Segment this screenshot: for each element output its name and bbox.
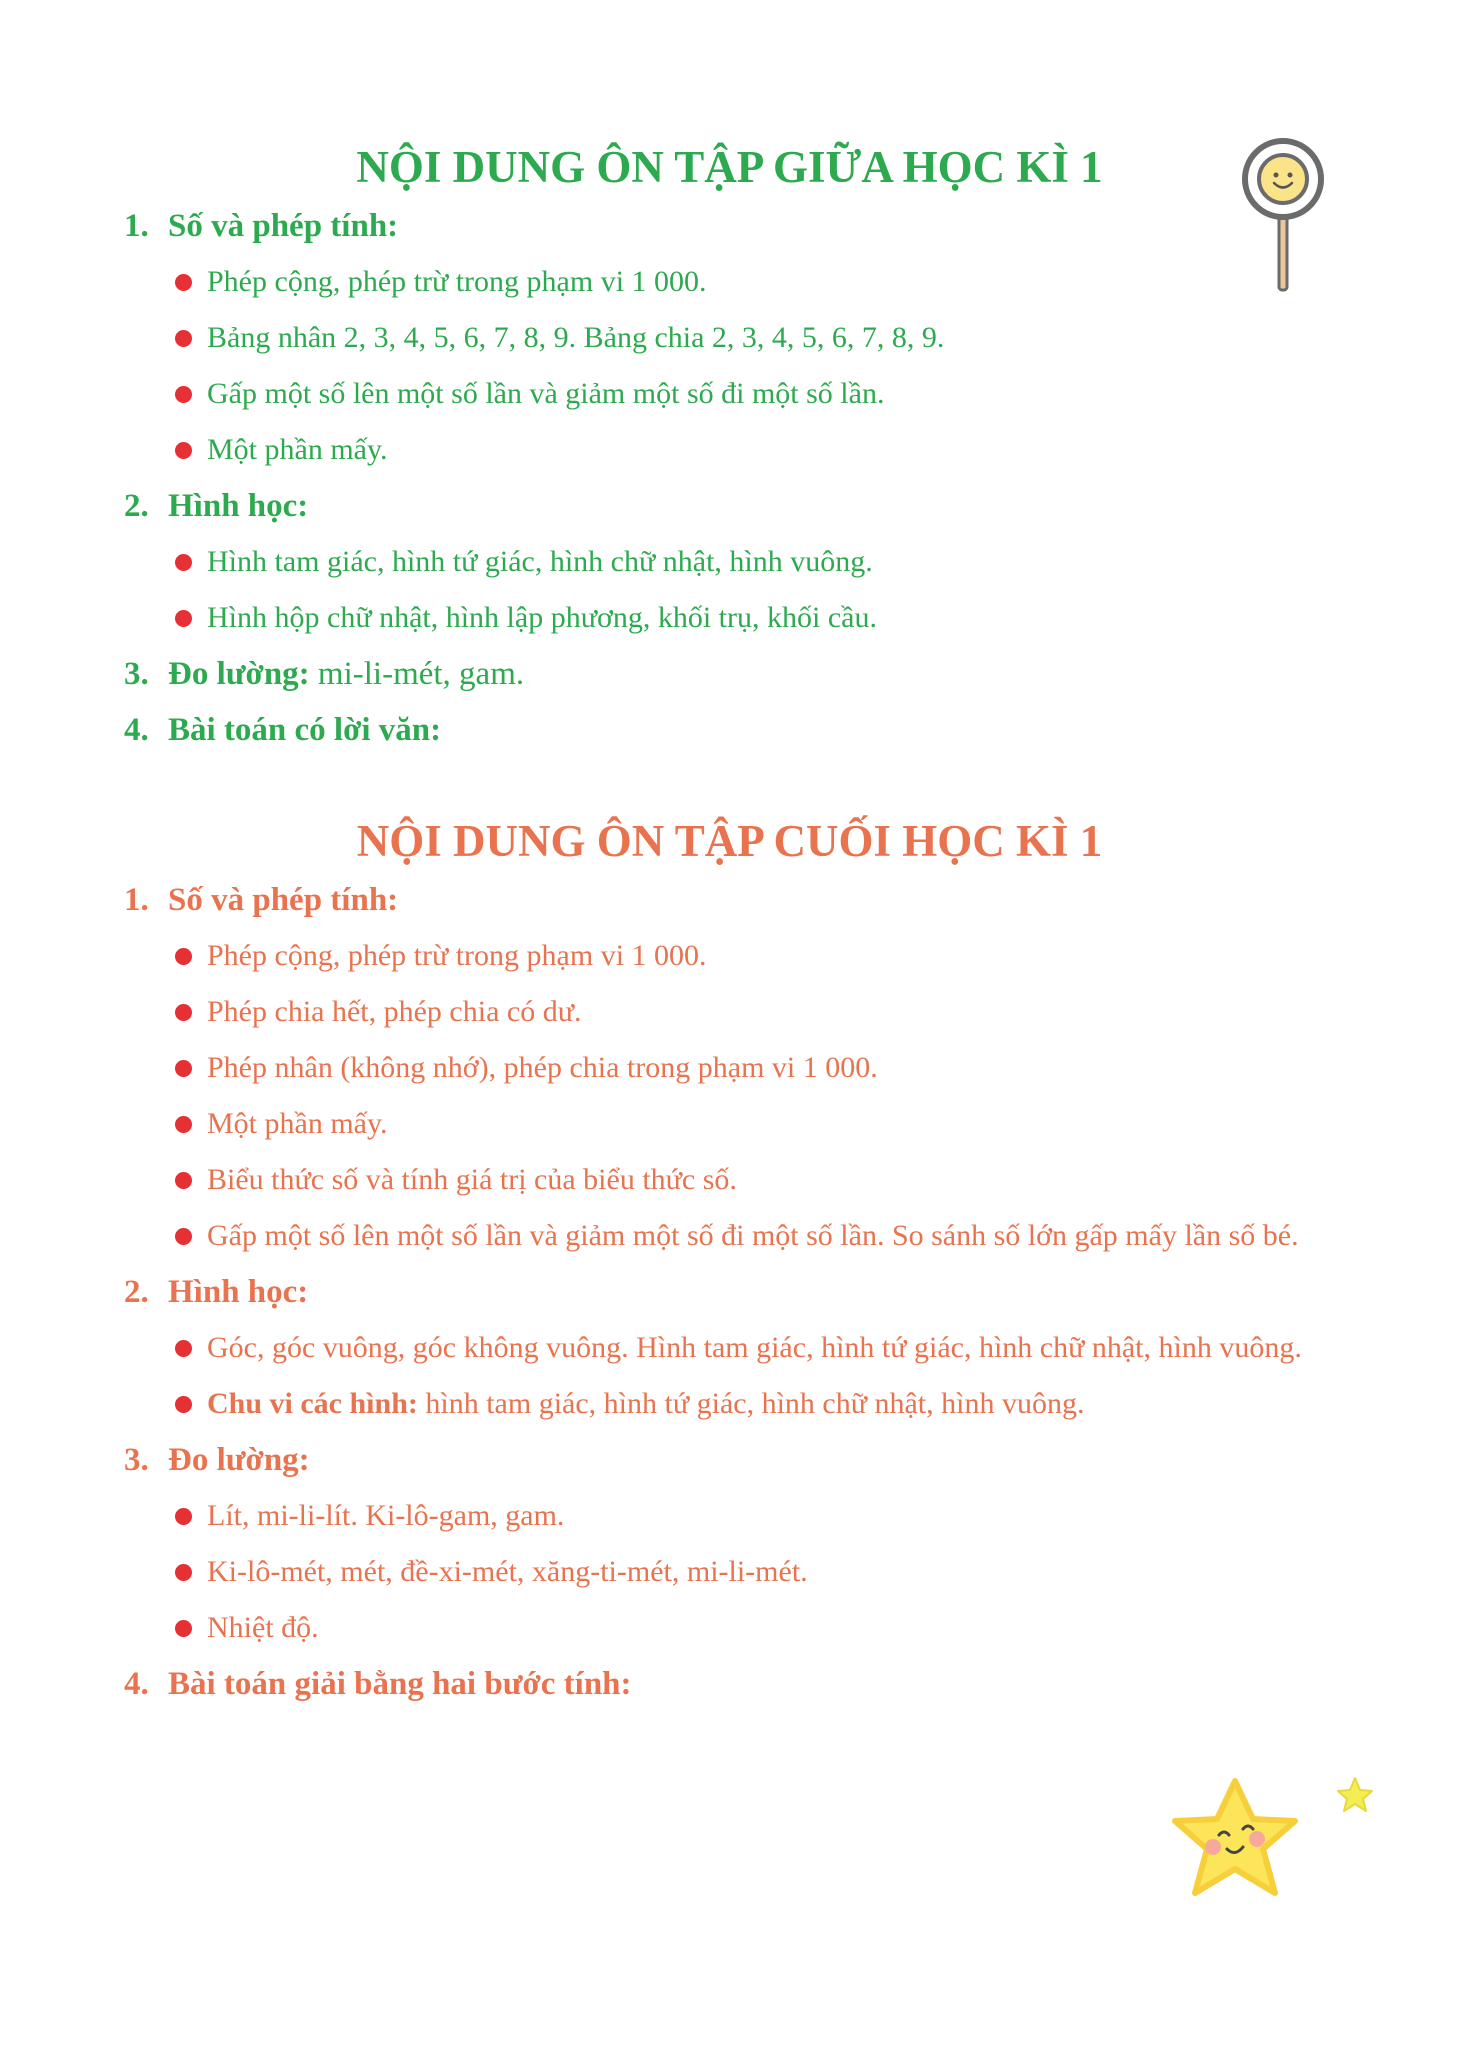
item-text: hình tam giác, hình tứ giác, hình chữ nhật, hình vuông.: [417, 1387, 1085, 1420]
item-text: Phép cộng, phép trừ trong phạm vi 1 000.: [207, 939, 707, 972]
item-text: Biểu thức số và tính giá trị của biểu thức số.: [207, 1163, 737, 1196]
mid-heading-word-problems: [124, 702, 1459, 758]
bullet-icon: [175, 330, 192, 347]
end-heading-geometry: [124, 1264, 1459, 1320]
list-item: [207, 1208, 1459, 1264]
smiling-star-icon: [1165, 1775, 1305, 1905]
list-item: [207, 1152, 1459, 1208]
item-text: Phép chia hết, phép chia có dư.: [207, 995, 582, 1028]
small-star-icon: [1335, 1775, 1375, 1815]
end-heading-numbers: [124, 872, 1459, 928]
list-item: [207, 590, 1459, 646]
heading-text: Đo lường:: [168, 1442, 310, 1478]
item-text: Lít, mi-li-lít. Ki-lô-gam, gam.: [207, 1499, 565, 1532]
list-item: [207, 1600, 1459, 1656]
item-text: Một phần mấy.: [207, 433, 388, 466]
item-text: Phép cộng, phép trừ trong phạm vi 1 000.: [207, 265, 707, 298]
bullet-icon: [175, 1564, 192, 1581]
heading-number: 3.: [124, 656, 149, 692]
mid-heading-measurement: [124, 646, 1459, 702]
bullet-icon: [175, 386, 192, 403]
end-term-section: [0, 810, 1459, 1712]
list-item: [207, 1544, 1459, 1600]
heading-text: Hình học:: [168, 488, 309, 524]
bullet-icon: [175, 1228, 192, 1245]
end-term-title: NỘI DUNG ÔN TẬP CUỐI HỌC KÌ 1: [356, 816, 1103, 866]
bullet-icon: [175, 610, 192, 627]
item-lead: Chu vi các hình:: [207, 1387, 418, 1420]
list-item: [207, 1040, 1459, 1096]
heading-number: 2.: [124, 488, 149, 524]
item-text: Góc, góc vuông, góc không vuông. Hình tam giác, hình tứ giác, hình chữ nhật, hình vuông.: [207, 1331, 1302, 1364]
bullet-icon: [175, 1620, 192, 1637]
bullet-icon: [175, 442, 192, 459]
mid-heading-geometry: [124, 478, 1459, 534]
item-text: Một phần mấy.: [207, 1107, 388, 1140]
item-text: Hình tam giác, hình tứ giác, hình chữ nhật, hình vuông.: [207, 545, 873, 578]
list-item: [207, 534, 1459, 590]
item-text: Bảng nhân 2, 3, 4, 5, 6, 7, 8, 9. Bảng chia 2, 3, 4, 5, 6, 7, 8, 9.: [207, 321, 945, 354]
list-item: [207, 422, 1459, 478]
list-item: [207, 1096, 1459, 1152]
heading-number: 3.: [124, 1442, 149, 1478]
list-item: [207, 1320, 1459, 1376]
bullet-icon: [175, 554, 192, 571]
bullet-icon: [175, 1508, 192, 1525]
heading-number: 2.: [124, 1274, 149, 1310]
heading-number: 4.: [124, 712, 149, 748]
heading-text: Hình học:: [168, 1274, 309, 1310]
list-item: [207, 1376, 1459, 1432]
list-item: [207, 1488, 1459, 1544]
heading-text: Số và phép tính:: [168, 208, 399, 244]
item-text: Ki-lô-mét, mét, đề-xi-mét, xăng-ti-mét, mi-li-mét.: [207, 1555, 808, 1588]
bullet-icon: [175, 1396, 192, 1413]
item-text: Gấp một số lên một số lần và giảm một số đi một số lần.: [207, 377, 885, 410]
bullet-icon: [175, 1060, 192, 1077]
bullet-icon: [175, 274, 192, 291]
bullet-icon: [175, 1172, 192, 1189]
list-item: [207, 984, 1459, 1040]
heading-number: 1.: [124, 882, 149, 918]
mid-term-title: NỘI DUNG ÔN TẬP GIỮA HỌC KÌ 1: [356, 142, 1103, 192]
bullet-icon: [175, 1116, 192, 1133]
heading-number: 1.: [124, 208, 149, 244]
bullet-icon: [175, 1340, 192, 1357]
heading-text: Số và phép tính:: [168, 882, 399, 918]
lollipop-smiley-icon: [1240, 136, 1326, 296]
list-item: [207, 366, 1459, 422]
item-text: Gấp một số lên một số lần và giảm một số đi một số lần. So sánh số lớn gấp mấy lần số bé.: [207, 1219, 1299, 1252]
list-item: [207, 310, 1459, 366]
end-heading-word-problems: [124, 1656, 1459, 1712]
heading-rest: mi-li-mét, gam.: [309, 656, 525, 692]
heading-text: Đo lường:: [168, 656, 310, 692]
item-text: Nhiệt độ.: [207, 1611, 319, 1644]
end-heading-measurement: [124, 1432, 1459, 1488]
item-text: Hình hộp chữ nhật, hình lập phương, khối trụ, khối cầu.: [207, 601, 877, 634]
bullet-icon: [175, 1004, 192, 1021]
list-item: [207, 928, 1459, 984]
item-text: Phép nhân (không nhớ), phép chia trong phạm vi 1 000.: [207, 1051, 878, 1084]
heading-text: Bài toán giải bằng hai bước tính:: [168, 1666, 632, 1702]
bullet-icon: [175, 948, 192, 965]
heading-text: Bài toán có lời văn:: [168, 712, 442, 748]
heading-number: 4.: [124, 1666, 149, 1702]
